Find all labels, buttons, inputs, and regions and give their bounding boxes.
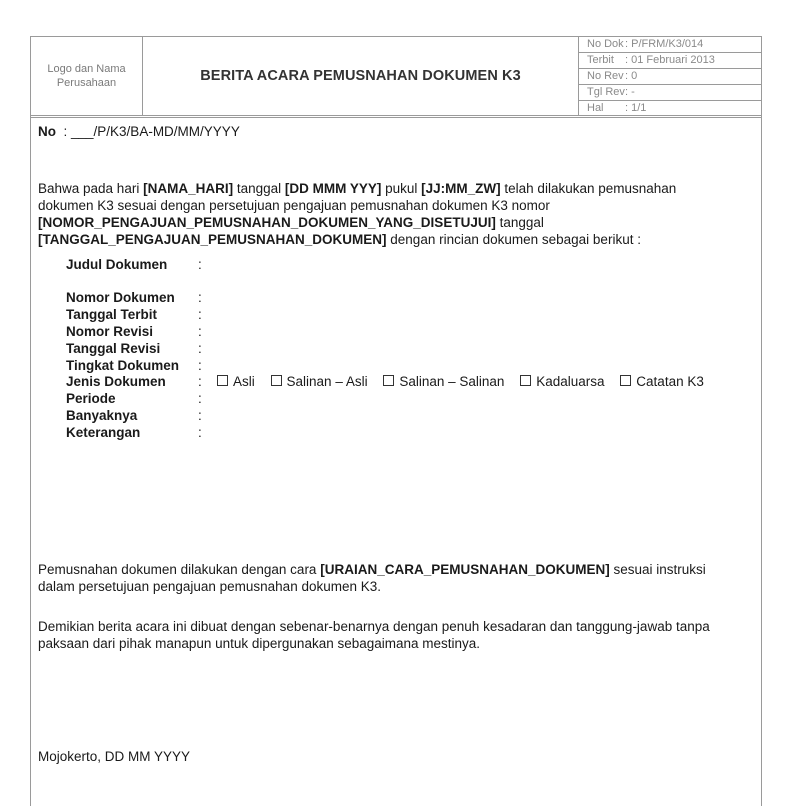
meta-row: Tgl Rev: - bbox=[579, 85, 761, 101]
intro-line-4: [TANGGAL_PENGAJUAN_PEMUSNAHAN_DOKUMEN] dengan rincian dokumen sebagai berikut : bbox=[38, 232, 641, 247]
field-label-tingkat: Tingkat Dokumen bbox=[66, 358, 180, 373]
document-title: BERITA ACARA PEMUSNAHAN DOKUMEN K3 bbox=[143, 37, 579, 115]
field-colon: : bbox=[198, 290, 202, 305]
checkbox-icon[interactable] bbox=[620, 375, 631, 386]
field-label-banyak: Banyaknya bbox=[66, 408, 138, 423]
field-colon: : bbox=[198, 408, 202, 423]
field-colon: : bbox=[198, 307, 202, 322]
option-salinan-salinan[interactable]: Salinan – Salinan bbox=[383, 374, 504, 389]
field-colon: : bbox=[198, 374, 202, 389]
method-line-2: dalam persetujuan pengajuan pemusnahan dokumen K3. bbox=[38, 579, 381, 594]
field-colon: : bbox=[198, 324, 202, 339]
document-number: No : ___/P/K3/BA-MD/MM/YYYY bbox=[38, 124, 240, 139]
method-line-1: Pemusnahan dokumen dilakukan dengan cara [URAIAN_CARA_PEMUSNAHAN_DOKUMEN] sesuai instruksi bbox=[38, 562, 706, 577]
option-asli[interactable]: Asli bbox=[217, 374, 255, 389]
field-label-tgl-revisi: Tanggal Revisi bbox=[66, 341, 161, 356]
place-date: Mojokerto, DD MM YYYY bbox=[38, 749, 191, 764]
checkbox-icon[interactable] bbox=[217, 375, 228, 386]
checkbox-icon[interactable] bbox=[383, 375, 394, 386]
intro-line-1: Bahwa pada hari [NAMA_HARI] tanggal [DD MMM YYY] pukul [JJ:MM_ZW] telah dilakukan pemusnahan bbox=[38, 181, 677, 196]
field-colon: : bbox=[198, 425, 202, 440]
meta-row: Terbit : 01 Februari 2013 bbox=[579, 53, 761, 69]
field-label-terbit: Tanggal Terbit bbox=[66, 307, 157, 322]
closing-line-1: Demikian berita acara ini dibuat dengan sebenar-benarnya dengan penuh kesadaran dan tanggung-jawab tanpa bbox=[38, 619, 710, 634]
jenis-options bbox=[217, 373, 716, 390]
checkbox-icon[interactable] bbox=[520, 375, 531, 386]
intro-line-2: dokumen K3 sesuai dengan persetujuan pengajuan pemusnahan dokumen K3 nomor bbox=[38, 198, 550, 213]
field-label-keterangan: Keterangan bbox=[66, 425, 141, 440]
field-colon: : bbox=[198, 358, 202, 373]
intro-line-3: [NOMOR_PENGAJUAN_PEMUSNAHAN_DOKUMEN_YANG_DISETUJUI] tanggal bbox=[38, 215, 544, 230]
option-salinan-asli[interactable]: Salinan – Asli bbox=[271, 374, 368, 389]
meta-row: Hal : 1/1 bbox=[587, 102, 647, 114]
field-label-revisi: Nomor Revisi bbox=[66, 324, 154, 339]
meta-row: No Dok: P/FRM/K3/014 bbox=[579, 37, 761, 53]
field-label-periode: Periode bbox=[66, 391, 116, 406]
option-kadaluarsa[interactable]: Kadaluarsa bbox=[520, 374, 604, 389]
logo-text: Logo dan Nama Perusahaan bbox=[47, 63, 126, 89]
field-colon: : bbox=[198, 391, 202, 406]
field-label-judul: Judul Dokumen bbox=[66, 257, 168, 272]
meta-row: No Rev: 0 bbox=[579, 69, 761, 85]
field-label-jenis: Jenis Dokumen bbox=[66, 374, 166, 389]
field-label-nomor: Nomor Dokumen bbox=[66, 290, 175, 305]
checkbox-icon[interactable] bbox=[271, 375, 282, 386]
field-colon: : bbox=[198, 257, 202, 272]
option-catatan-k3[interactable]: Catatan K3 bbox=[620, 374, 704, 389]
field-colon: : bbox=[198, 341, 202, 356]
closing-line-2: paksaan dari pihak manapun untuk dipergunakan sebagaimana mestinya. bbox=[38, 636, 481, 651]
